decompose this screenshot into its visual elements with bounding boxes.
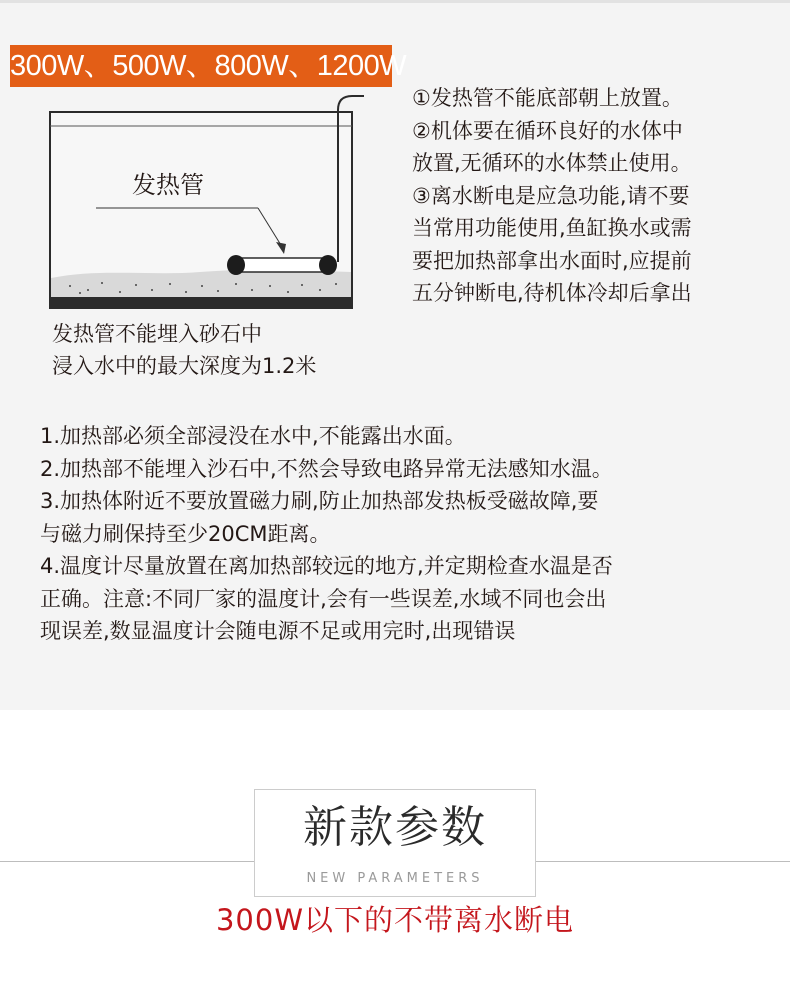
- rule-line: 与磁力刷保持至少20CM距离。: [40, 521, 331, 546]
- rule-line: 3.加热体附近不要放置磁力刷,防止加热部发热板受磁故障,要: [40, 489, 599, 513]
- heater-cap-left: [227, 255, 245, 275]
- power-badge: 300W、500W、800W、1200W: [10, 45, 392, 87]
- top-divider: [0, 0, 790, 3]
- caption-line: 发热管不能埋入砂石中: [52, 322, 262, 346]
- aquarium-heater-diagram: [40, 90, 370, 320]
- diagram-caption: [52, 318, 316, 382]
- usage-notes: [412, 82, 782, 310]
- note-line: 要把加热部拿出水面时,应提前: [412, 248, 692, 273]
- section-title-box: [254, 789, 536, 897]
- rule-line: 1.加热部必须全部浸没在水中,不能露出水面。: [40, 424, 466, 448]
- tank-base: [51, 297, 351, 307]
- heater-tube: [238, 258, 326, 272]
- rule-line: 2.加热部不能埋入沙石中,不然会导致电路异常无法感知水温。: [40, 456, 613, 481]
- section-subtitle: NEW PARAMETERS: [306, 871, 484, 886]
- section-title: 新款参数: [303, 802, 487, 853]
- aquarium-diagram-svg: [40, 90, 370, 320]
- heater-cap-right: [319, 255, 337, 275]
- rule-line: 现误差,数显温度计会随电源不足或用完时,出现错误: [40, 619, 516, 643]
- gravel-layer: [51, 270, 351, 298]
- note-line: ③离水断电是应急功能,请不要: [412, 183, 690, 208]
- safety-rules: [40, 420, 760, 648]
- note-line: ②机体要在循环良好的水体中: [412, 118, 683, 143]
- heater-label: 发热管: [132, 171, 204, 199]
- caption-line: 浸入水中的最大深度为1.2米: [52, 354, 317, 378]
- note-line: 放置,无循环的水体禁止使用。: [412, 151, 692, 175]
- note-line: 五分钟断电,待机体冷却后拿出: [412, 281, 692, 305]
- note-line: 当常用功能使用,鱼缸换水或需: [412, 216, 692, 240]
- rule-line: 4.温度计尽量放置在离加热部较远的地方,并定期检查水温是否: [40, 554, 613, 578]
- note-line: ①发热管不能底部朝上放置。: [412, 86, 683, 110]
- power-note: 300W以下的不带离水断电: [215, 903, 575, 937]
- rule-line: 正确。注意:不同厂家的温度计,会有一些误差,水域不同也会出: [40, 586, 607, 611]
